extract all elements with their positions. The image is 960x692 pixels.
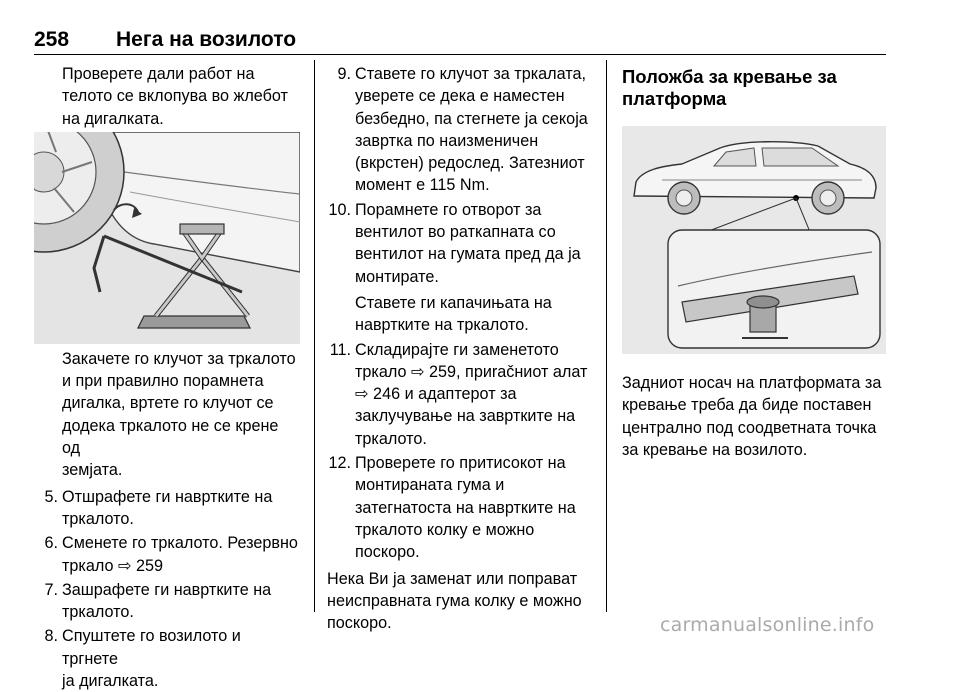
text-line: Отшрафете ги навртките на xyxy=(62,487,273,506)
step-number: 7. xyxy=(44,580,58,599)
section-heading xyxy=(622,66,888,110)
text-line: Спуштете го возилото и тргнете xyxy=(62,627,241,668)
text-line: тркалото. xyxy=(355,429,427,448)
step-item xyxy=(34,532,300,577)
text-line: Нека Ви ја заменат или поправат xyxy=(327,569,578,588)
text-line: тркалото. xyxy=(62,509,134,528)
page-header xyxy=(34,28,886,55)
column-divider xyxy=(314,60,315,612)
text-line: (вкрстен) редослед. Затезниот xyxy=(355,154,585,173)
step-item xyxy=(34,625,300,692)
page-number: 258 xyxy=(34,28,70,51)
column-middle xyxy=(327,63,591,634)
text-line: безбедно, па стегнете ја секоја xyxy=(355,109,588,128)
text-line: момент е 115 Nm. xyxy=(355,176,490,195)
text-line: Ставете го клучот за тркалата, xyxy=(355,65,586,83)
text-line: навртките на тркалото. xyxy=(355,316,529,335)
text-line: Закачете го клучот за тркалото xyxy=(62,349,296,368)
step-number: 5. xyxy=(44,487,58,506)
text-line: монтираната гума и xyxy=(355,476,505,495)
step-number: 11. xyxy=(329,340,351,359)
jack-illustration xyxy=(34,132,300,344)
text-line: поскоро. xyxy=(355,543,420,562)
text-line: затегнатоста на навртките на xyxy=(355,498,576,517)
text-line: поскоро. xyxy=(327,614,392,633)
text-line: Ставете ги капачињата на xyxy=(355,293,552,312)
text-line: телото се вклопува во жлебот xyxy=(62,87,288,106)
text-line: на дигалката. xyxy=(62,109,164,128)
text-line: вентилот во раткапната со xyxy=(355,223,556,242)
text-line: вентилот на гумата пред да ја xyxy=(355,245,581,264)
text-line: Сменете го тркалото. Резервно xyxy=(62,534,298,553)
step-number: 8. xyxy=(44,627,58,646)
text-line: неисправната гума колку е можно xyxy=(327,591,582,610)
text-line: Задниот носач на платформата за xyxy=(622,374,882,392)
text-line: и при правилно порамнета xyxy=(62,372,264,391)
text-line: заклучување на завртките на xyxy=(355,407,576,426)
text-line: Проверете дали работ на xyxy=(62,65,255,83)
car-lift-illustration xyxy=(622,126,886,354)
intro-paragraph xyxy=(34,63,300,130)
step-item xyxy=(34,486,300,531)
step-number: 10. xyxy=(328,200,351,219)
step-number: 9. xyxy=(337,65,351,83)
text-line: за кревање на возилото. xyxy=(622,440,808,459)
column-divider xyxy=(606,60,607,612)
text-line: дигалка, вртете го клучот се xyxy=(62,394,274,413)
text-line: кревање треба да биде поставен xyxy=(622,396,872,415)
text-line: завртка по наизменичен xyxy=(355,131,539,150)
text-line: централно под соодветната точка xyxy=(622,418,877,437)
text-line: тркало ⇨ 259, приračниот алат xyxy=(355,362,588,381)
column-left xyxy=(34,63,300,692)
text-line: тркалото колку е можно xyxy=(355,520,535,539)
text-line: додека тркалото не се крене од xyxy=(62,416,279,458)
text-line: ја дигалката. xyxy=(62,672,159,691)
text-line: земјата. xyxy=(62,461,123,480)
step-item xyxy=(327,63,591,197)
text-line: Зашрафете ги навртките на xyxy=(62,580,272,599)
step-item xyxy=(327,452,591,563)
step-number: 6. xyxy=(44,534,58,553)
heading-line: Положба за кревање за xyxy=(622,66,837,87)
step-item xyxy=(327,199,591,337)
text-line: ⇨ 246 и адаптерот за xyxy=(355,385,517,404)
lift-paragraph xyxy=(622,372,888,461)
text-line: тркало ⇨ 259 xyxy=(62,556,164,575)
hook-wrench-paragraph xyxy=(34,348,300,482)
text-line: Порамнете го отворот за xyxy=(355,200,542,219)
text-line: тркалото. xyxy=(62,603,134,622)
closing-paragraph xyxy=(327,568,591,635)
watermark: carmanualsonline.info xyxy=(660,614,875,636)
step-item xyxy=(34,579,300,624)
step-number: 12. xyxy=(328,454,351,473)
column-right xyxy=(622,63,888,461)
text-line: монтирате. xyxy=(355,267,439,286)
text-line: уверете се дека е наместен xyxy=(355,87,565,106)
step-item xyxy=(327,339,591,450)
page-title: Нега на возилото xyxy=(116,28,297,51)
heading-line: платформа xyxy=(622,88,727,109)
text-line: Проверете го притисокот на xyxy=(355,454,566,473)
text-line: Складирајте ги заменетото xyxy=(355,340,559,359)
